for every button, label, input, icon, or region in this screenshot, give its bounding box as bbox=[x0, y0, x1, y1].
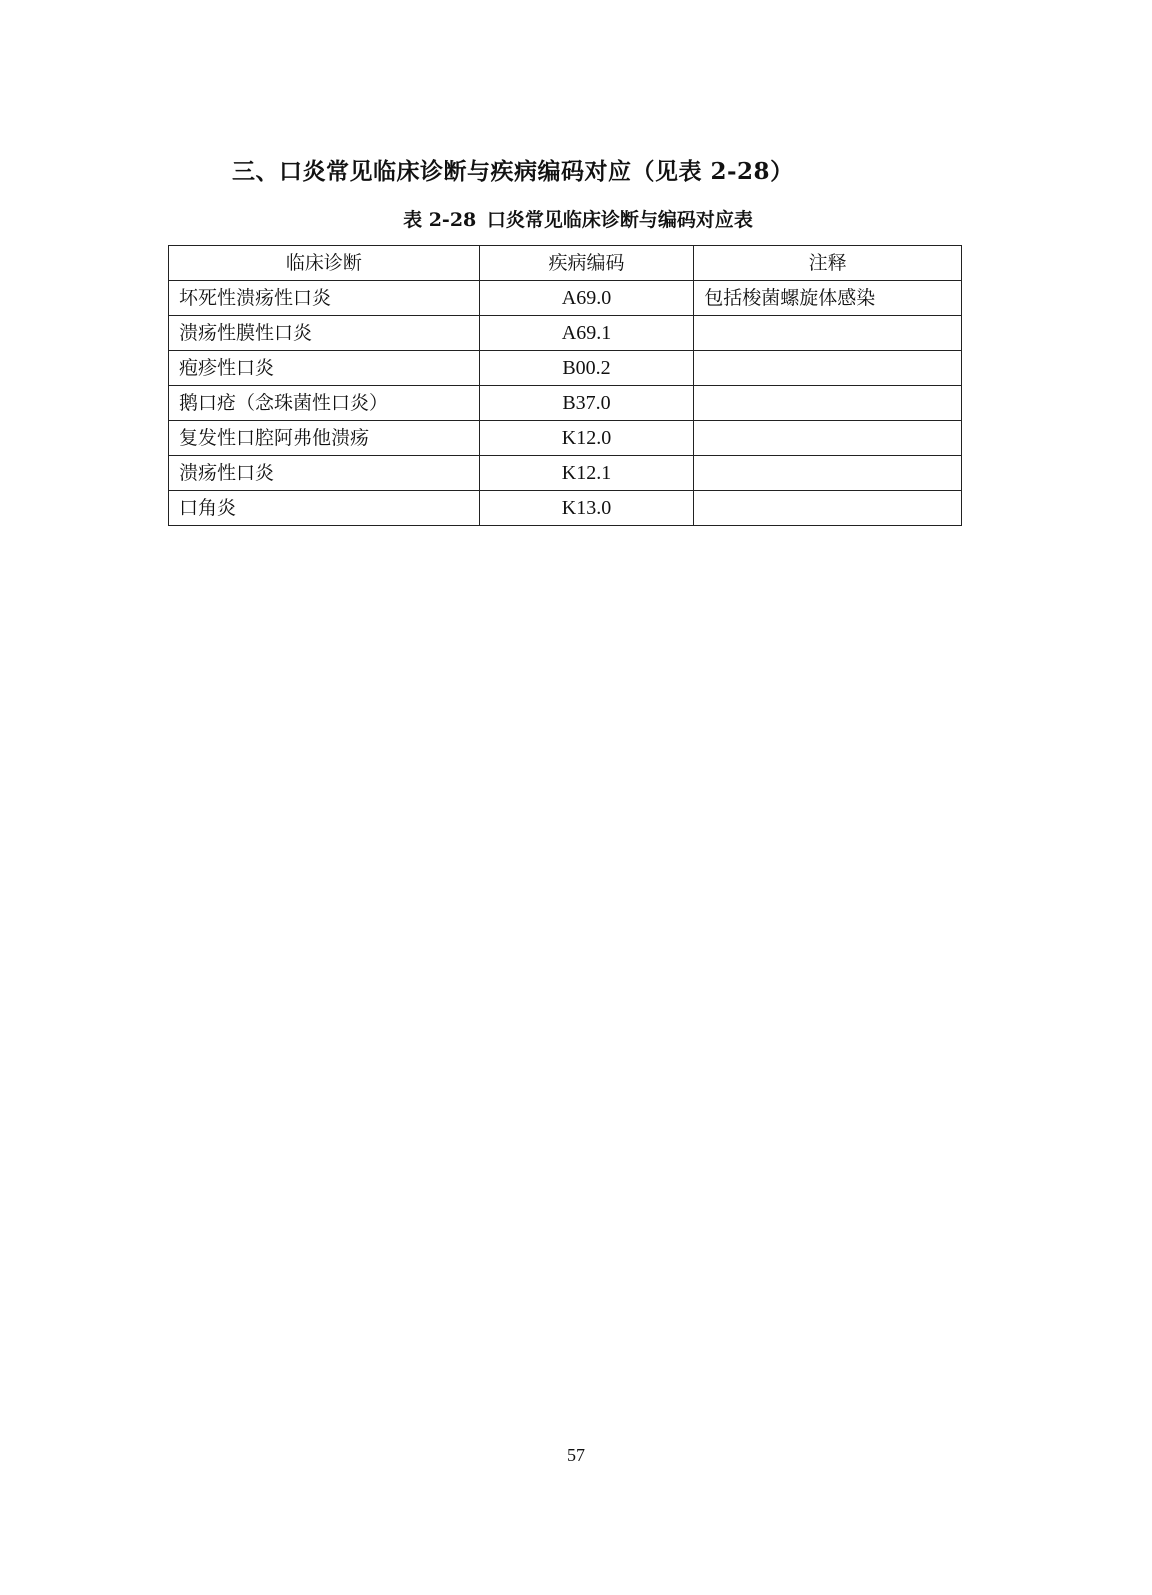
header-diagnosis: 临床诊断 bbox=[169, 246, 480, 281]
code-cell: A69.1 bbox=[479, 316, 694, 351]
note-cell: 包括梭菌螺旋体感染 bbox=[694, 281, 962, 316]
table-row bbox=[169, 421, 962, 456]
code-cell: K12.1 bbox=[479, 456, 694, 491]
code-cell: K12.0 bbox=[479, 421, 694, 456]
code-cell: A69.0 bbox=[479, 281, 694, 316]
header-code: 疾病编码 bbox=[479, 246, 694, 281]
diagnosis-cell: 溃疡性口炎 bbox=[169, 456, 480, 491]
table-row bbox=[169, 456, 962, 491]
diagnosis-code-table bbox=[168, 245, 962, 526]
diagnosis-cell: 口角炎 bbox=[169, 491, 480, 526]
table-header-row bbox=[169, 246, 962, 281]
table-caption-number: 表 2-28 bbox=[403, 209, 477, 231]
code-cell: K13.0 bbox=[479, 491, 694, 526]
diagnosis-cell: 溃疡性膜性口炎 bbox=[169, 316, 480, 351]
note-cell bbox=[694, 421, 962, 456]
note-cell bbox=[694, 351, 962, 386]
diagnosis-cell: 复发性口腔阿弗他溃疡 bbox=[169, 421, 480, 456]
table-row bbox=[169, 386, 962, 421]
diagnosis-cell: 坏死性溃疡性口炎 bbox=[169, 281, 480, 316]
table-row bbox=[169, 316, 962, 351]
code-cell: B00.2 bbox=[479, 351, 694, 386]
code-cell: B37.0 bbox=[479, 386, 694, 421]
table-row bbox=[169, 281, 962, 316]
table-row bbox=[169, 351, 962, 386]
note-cell bbox=[694, 316, 962, 351]
table-row bbox=[169, 491, 962, 526]
table-caption-title: 口炎常见临床诊断与编码对应表 bbox=[486, 209, 753, 231]
diagnosis-cell: 鹅口疮（念珠菌性口炎） bbox=[169, 386, 480, 421]
section-heading: 三、口炎常见临床诊断与疾病编码对应（见表 2-28） bbox=[232, 158, 794, 185]
header-note: 注释 bbox=[694, 246, 962, 281]
note-cell bbox=[694, 386, 962, 421]
diagnosis-cell: 疱疹性口炎 bbox=[169, 351, 480, 386]
note-cell bbox=[694, 456, 962, 491]
page-number: 57 bbox=[567, 1445, 585, 1465]
table-caption bbox=[0, 206, 1152, 234]
note-cell bbox=[694, 491, 962, 526]
